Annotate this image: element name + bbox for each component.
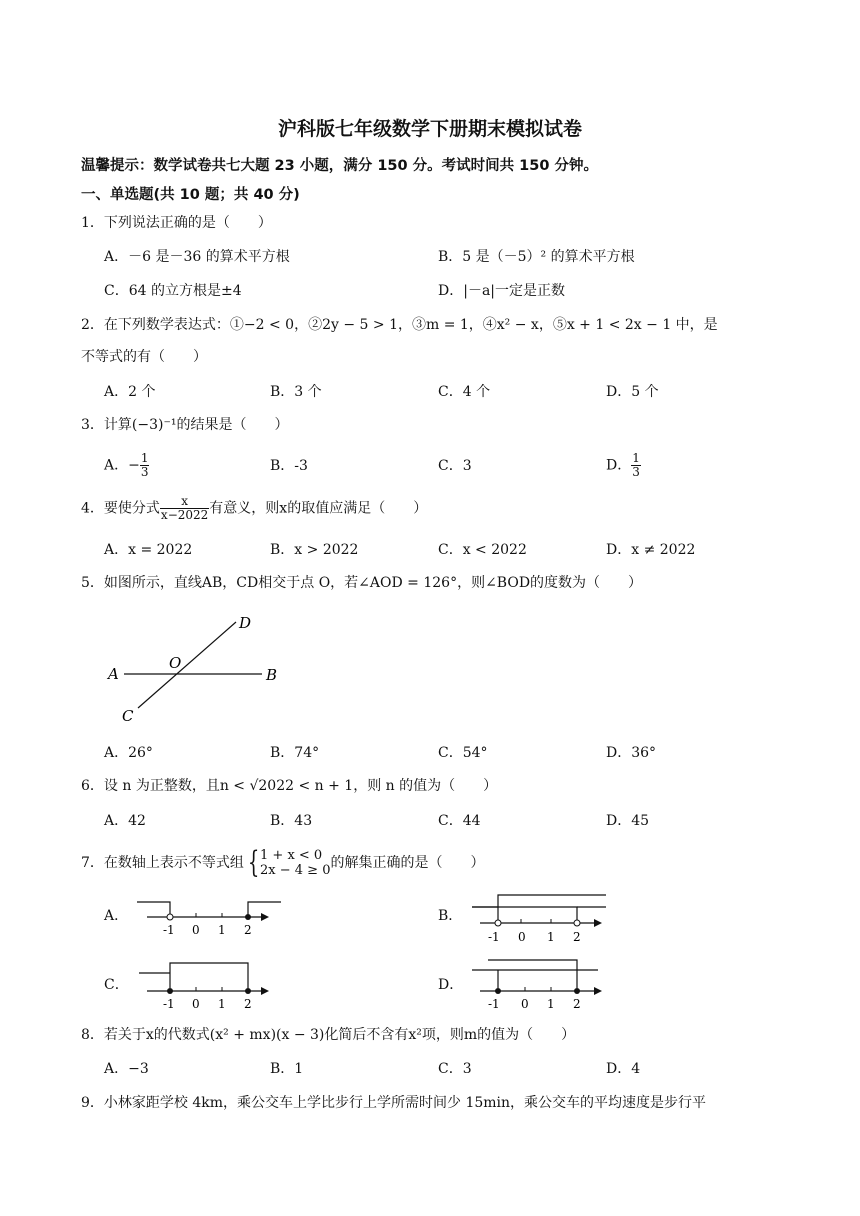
q8-option-d: D．4 (606, 1061, 641, 1077)
q4-stem (81, 495, 427, 522)
system-brace: { (247, 845, 260, 880)
q8-option-a: A．−3 (104, 1061, 149, 1077)
q3-option-d (606, 452, 641, 479)
q9-stem: 9．小林家距学校 4km，乘公交车上学比步行上学所需时间少 15min，乘公交车的平均速度是步行平 (81, 1095, 707, 1111)
q5-stem: 5．如图所示，直线AB，CD相交于点 O，若∠AOD = 126°，则∠BOD的度数为（ ） (81, 575, 643, 591)
tick-label: 1 (218, 923, 226, 937)
q1-option-b: B．5 是（－5）² 的算术平方根 (438, 249, 635, 265)
tick-label: 1 (218, 997, 226, 1011)
q4-option-d: D．x ≠ 2022 (606, 542, 696, 558)
q8-option-c: C．3 (438, 1061, 472, 1077)
q6-option-a: A．42 (104, 813, 146, 829)
inequality-1: 1 + x < 0 (260, 848, 323, 863)
q8-option-b: B．1 (270, 1061, 304, 1077)
q7-option-b-number-line (468, 891, 618, 947)
q2-option-c: C．4 个 (438, 384, 491, 400)
q6-option-c: C．44 (438, 813, 481, 829)
q6-option-b: B．43 (270, 813, 313, 829)
tick-label: 2 (244, 923, 252, 937)
q7-stem (81, 845, 485, 880)
fraction-denominator: 3 (632, 465, 640, 479)
q7-option-d-number-line (468, 956, 618, 1012)
q7-option-a-label: A． (104, 908, 129, 924)
section-heading: 一、单选题(共 10 题；共 40 分) (81, 187, 300, 203)
fraction-numerator: x (160, 495, 209, 509)
tick-label: -1 (163, 997, 175, 1011)
q4-option-b: B．x > 2022 (270, 542, 359, 558)
fraction-denominator: x−2022 (160, 508, 209, 522)
tick-label: -1 (488, 930, 500, 944)
q5-option-b: B．74° (270, 745, 320, 761)
q1-option-a: A．－6 是－36 的算术平方根 (104, 249, 290, 265)
q2-option-a: A．2 个 (104, 384, 156, 400)
q7-option-c-number-line (135, 960, 285, 1012)
q4-option-a: A．x = 2022 (104, 542, 193, 558)
q5-option-a: A．26° (104, 745, 153, 761)
line-cd (138, 622, 236, 708)
label-o: O (169, 654, 182, 672)
q3-option-d-fraction (631, 452, 641, 479)
q7-option-c-label: C． (104, 977, 129, 993)
q3-stem: 3．计算(−3)⁻¹的结果是（ ） (81, 417, 289, 433)
q7-option-b-label: B． (438, 908, 463, 924)
tick-label: 2 (573, 997, 581, 1011)
q2-option-b: B．3 个 (270, 384, 322, 400)
tick-label: 1 (547, 930, 555, 944)
label-b: B (266, 666, 278, 684)
tick-label: 0 (521, 997, 529, 1011)
q3-option-b: B．-3 (270, 458, 308, 474)
q5-option-c: C．54° (438, 745, 488, 761)
q3-option-c: C．3 (438, 458, 472, 474)
inequality-system (260, 848, 330, 878)
fraction-numerator: 1 (140, 451, 149, 465)
q7-option-a-number-line (135, 893, 285, 943)
q3-option-a (104, 452, 149, 479)
fraction-denominator: 3 (140, 465, 149, 479)
q3-option-a-fraction (140, 452, 150, 479)
tick-label: 0 (192, 997, 200, 1011)
q4-fraction (160, 495, 209, 522)
q8-stem: 8．若关于x的代数式(x² + mx)(x − 3)化简后不含有x²项，则m的值为（ ） (81, 1027, 576, 1043)
q7-option-d-label: D． (438, 977, 464, 993)
tick-label: 0 (192, 923, 200, 937)
fraction-numerator: 1 (632, 451, 640, 465)
tick-label: -1 (488, 997, 500, 1011)
q3-option-d-prefix: D． (606, 457, 632, 474)
q7-stem-post: 的解集正确的是（ ） (330, 855, 485, 871)
tick-label: -1 (163, 923, 175, 937)
tick-label: 2 (244, 997, 252, 1011)
label-d: D (239, 614, 252, 632)
q5-intersecting-lines-figure (100, 608, 300, 728)
q2-stem-line2: 不等式的有（ ） (81, 349, 207, 365)
q2-stem-line1: 2．在下列数学表达式：①−2 < 0，②2y − 5 > 1，③m = 1，④x² − x，⑤x + 1 < 2x − 1 中，是 (81, 317, 718, 333)
q7-stem-pre: 7．在数轴上表示不等式组 (81, 855, 244, 871)
q6-option-d: D．45 (606, 813, 650, 829)
tick-label: 0 (518, 930, 526, 944)
q2-option-d: D．5 个 (606, 384, 659, 400)
q4-option-c: C．x < 2022 (438, 542, 527, 558)
q4-stem-pre: 4．要使分式 (81, 500, 160, 517)
label-a: A (108, 665, 119, 683)
q5-option-d: D．36° (606, 745, 657, 761)
exam-tip: 温馨提示：数学试卷共七大题 23 小题，满分 150 分。考试时间共 150 分钟。 (81, 158, 598, 174)
tick-label: 2 (573, 930, 581, 944)
q1-stem: 1．下列说法正确的是（ ） (81, 215, 272, 231)
inequality-2: 2x − 4 ≥ 0 (260, 863, 331, 878)
exam-title: 沪科版七年级数学下册期末模拟试卷 (277, 118, 582, 140)
q6-stem: 6．设 n 为正整数，且n < √2022 < n + 1，则 n 的值为（ ） (81, 778, 498, 794)
q3-option-a-prefix: A．− (104, 457, 140, 474)
q4-stem-post: 有意义，则x的取值应满足（ ） (209, 500, 428, 517)
q1-option-c: C．64 的立方根是±4 (104, 283, 242, 299)
tick-label: 1 (547, 997, 555, 1011)
label-c: C (122, 707, 134, 725)
q1-option-d: D．|－a|一定是正数 (438, 283, 566, 299)
